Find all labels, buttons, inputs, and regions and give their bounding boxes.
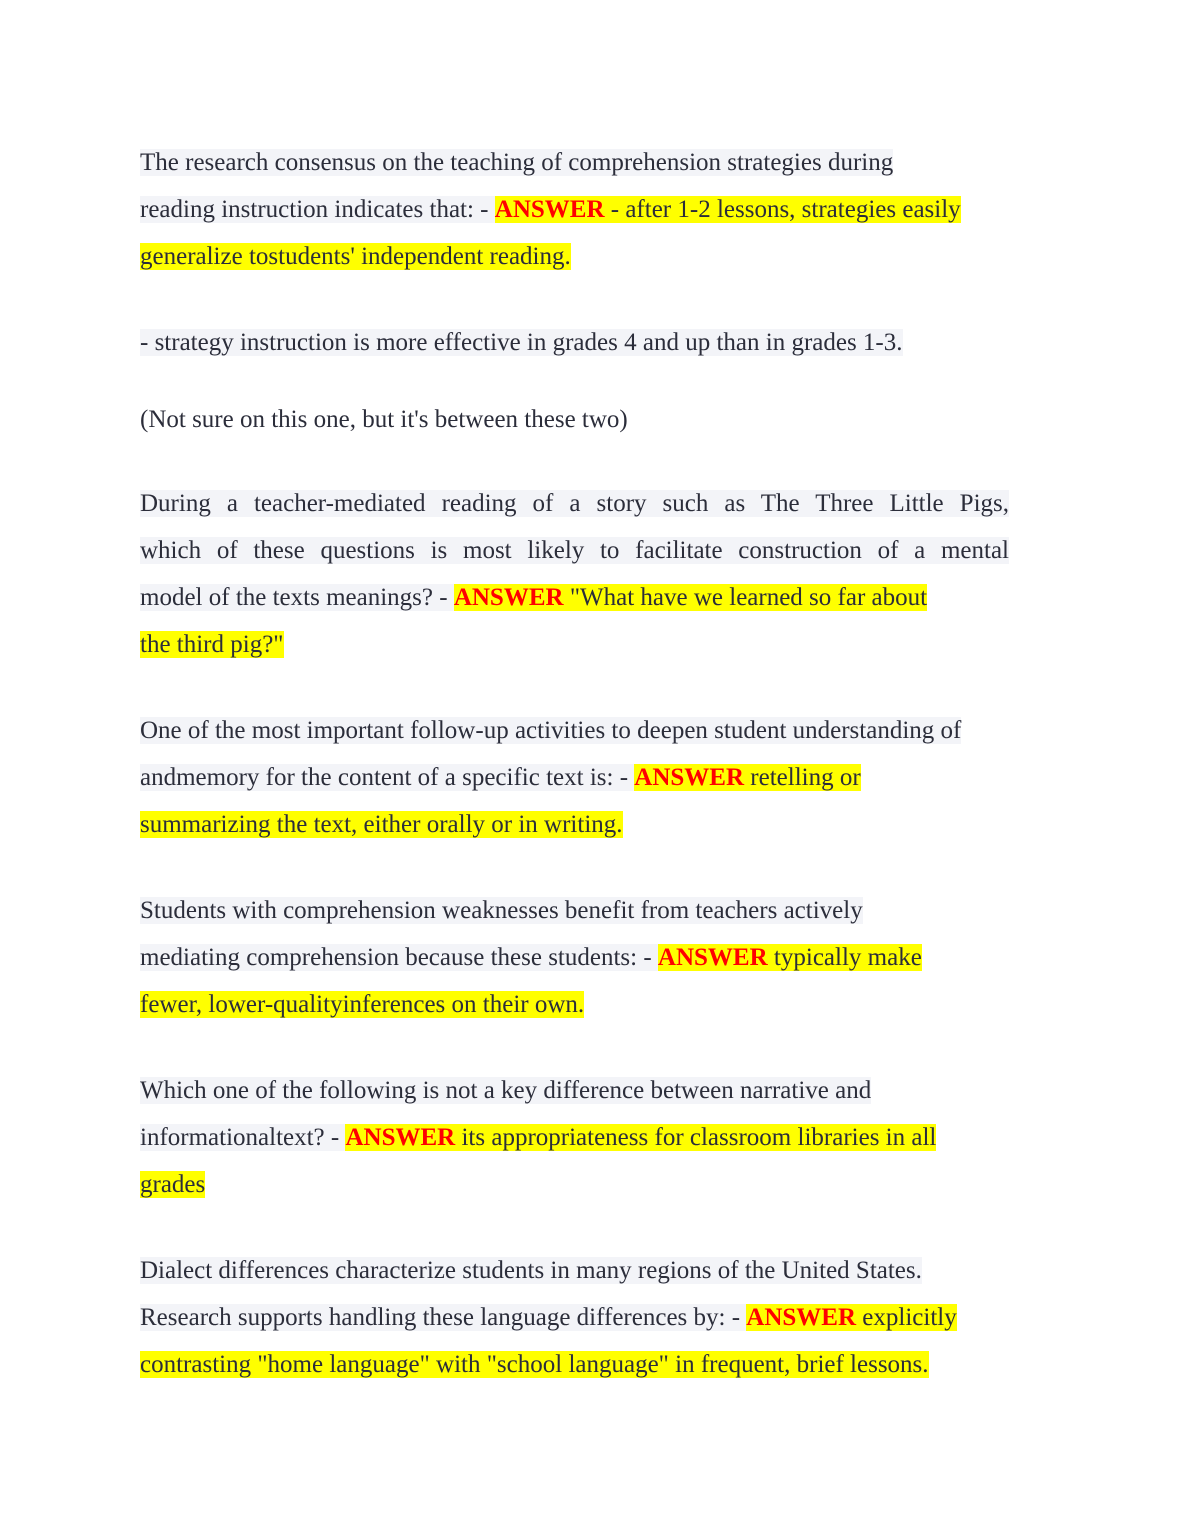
answer-text: the third pig?"	[140, 631, 284, 658]
question-4-line-3	[140, 981, 584, 1028]
question-text: Research supports handling these language differences by: -	[140, 1304, 747, 1331]
question-3-line-2	[140, 754, 861, 801]
answer-text: explicitly	[856, 1304, 957, 1331]
question-text: model of the texts meanings? -	[140, 584, 454, 611]
alternate-answer	[140, 319, 903, 366]
question-6-line-1	[140, 1247, 922, 1294]
answer-highlight	[454, 584, 927, 611]
question-text: Dialect differences characterize students in many regions of the United States.	[140, 1257, 922, 1284]
answer-highlight	[495, 196, 961, 223]
question-5-line-3	[140, 1161, 205, 1208]
question-5-line-1	[140, 1067, 871, 1114]
question-4-line-1	[140, 887, 863, 934]
question-2-line-4	[140, 621, 284, 668]
answer-text: typically make	[767, 944, 922, 971]
answer-highlight	[345, 1124, 936, 1151]
answer-keyword: ANSWER	[634, 764, 745, 791]
answer-text: its appropriateness for classroom libraries in all	[455, 1124, 937, 1151]
question-text: Which one of the following is not a key difference between narrative and	[140, 1077, 872, 1104]
question-text: The research consensus on the teaching of comprehension strategies during	[140, 149, 894, 176]
question-2-line-2	[140, 527, 1009, 574]
question-5-line-2	[140, 1114, 936, 1161]
question-2-line-3	[140, 574, 927, 621]
question-3-line-3	[140, 801, 623, 848]
answer-highlight	[634, 764, 860, 791]
question-text: informationaltext? -	[140, 1124, 346, 1151]
alternate-answer-text: - strategy instruction is more effective in grades 4 and up than in grades 1-3.	[140, 329, 903, 356]
answer-text: contrasting "home language" with "school language" in frequent, brief lessons.	[140, 1351, 929, 1378]
question-4-line-2	[140, 934, 922, 981]
answer-text: fewer, lower-qualityinferences on their own.	[140, 991, 585, 1018]
note-line	[140, 396, 628, 443]
answer-highlight	[746, 1304, 956, 1331]
question-text: which of these questions is most likely to facilitate construction of a mental	[140, 537, 1009, 564]
question-text: One of the most important follow-up activities to deepen student understanding of	[140, 717, 962, 744]
answer-text: generalize tostudents' independent reading.	[140, 243, 571, 270]
note-text: (Not sure on this one, but it's between these two)	[140, 406, 628, 433]
question-text: During a teacher-mediated reading of a story such as The Three Little Pigs,	[140, 490, 1009, 517]
question-1-line-2	[140, 186, 961, 233]
answer-highlight	[658, 944, 922, 971]
question-1-line-1	[140, 139, 893, 186]
answer-keyword: ANSWER	[746, 1304, 857, 1331]
question-6-line-2	[140, 1294, 957, 1341]
question-2-line-1	[140, 480, 1009, 527]
question-6-line-3	[140, 1341, 929, 1388]
answer-text: grades	[140, 1171, 206, 1198]
answer-keyword: ANSWER	[657, 944, 768, 971]
question-text: Students with comprehension weaknesses benefit from teachers actively	[140, 897, 863, 924]
question-text: andmemory for the content of a specific text is: -	[140, 764, 635, 791]
answer-text: summarizing the text, either orally or in writing.	[140, 811, 623, 838]
question-text: reading instruction indicates that: -	[140, 196, 495, 223]
answer-keyword: ANSWER	[345, 1124, 456, 1151]
answer-text: retelling or	[744, 764, 861, 791]
question-text: mediating comprehension because these students: -	[140, 944, 658, 971]
answer-keyword: ANSWER	[494, 196, 605, 223]
answer-keyword: ANSWER	[453, 584, 564, 611]
question-1-line-3	[140, 233, 571, 280]
answer-text: - after 1-2 lessons, strategies easily	[604, 196, 961, 223]
answer-text: "What have we learned so far about	[563, 584, 928, 611]
question-3-line-1	[140, 707, 961, 754]
